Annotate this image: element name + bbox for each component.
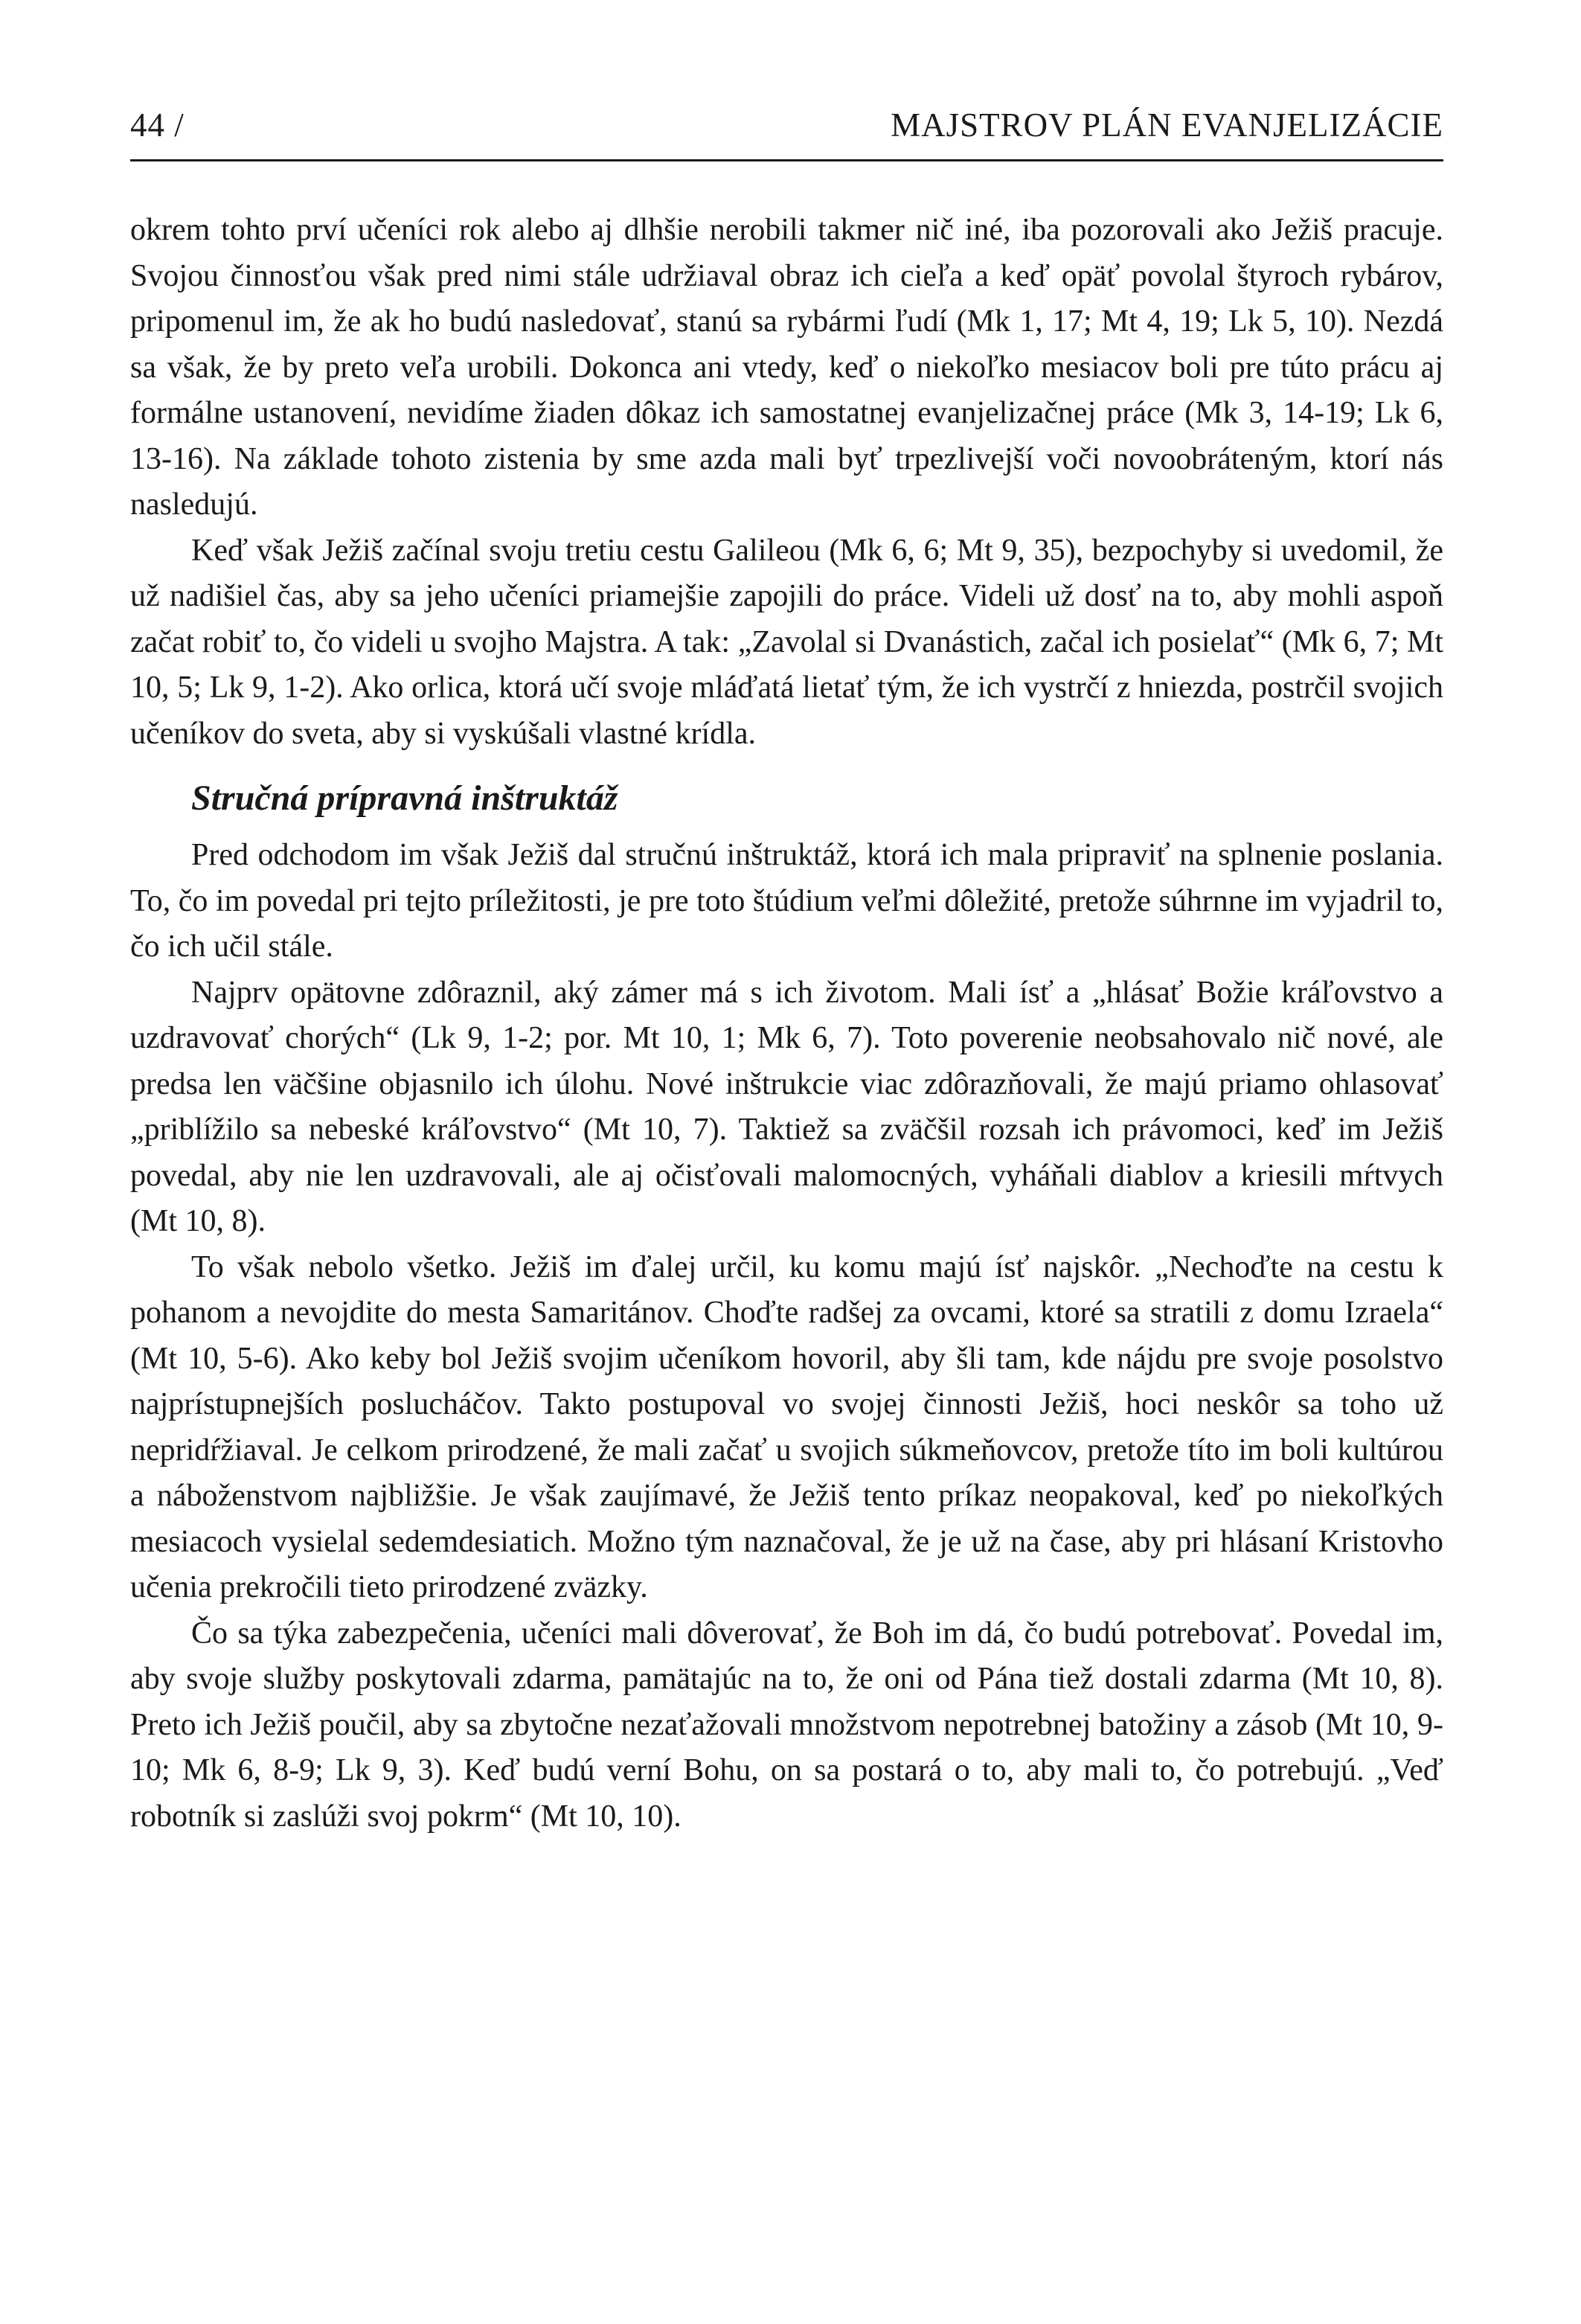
- paragraph: Pred odchodom im však Ježiš dal stručnú inštruktáž, ktorá ich mala pripraviť na splnenie poslania. To, čo im povedal pri tejto príležitosti, je pre toto štúdium veľmi dôležité, pretože súhrnne im vyjadril to, čo ich učil stále.: [130, 838, 1443, 964]
- paragraph: Najprv opätovne zdôraznil, aký zámer má s ich životom. Mali ísť a „hlásať Božie kráľovstvo a uzdravovať chorých“ (Lk 9, 1-2; por. Mt 10, 1; Mk 6, 7). Toto poverenie neobsahovalo nič nové, ale predsa len väčšine objasnilo ich úlohu. Nové inštrukcie viac zdôrazňovali, že majú priamo ohlasovať „priblížilo sa nebeské kráľovstvo“ (Mt 10, 7). Taktiež sa zväčšil rozsah ich právomoci, keď im Ježiš povedal, aby nie len uzdravovali, ale aj očisťovali malomocných, vyháňali diablov a kriesili mŕtvych (Mt 10, 8).: [130, 975, 1443, 1238]
- paragraph: Keď však Ježiš začínal svoju tretiu cestu Galileou (Mk 6, 6; Mt 9, 35), bezpochyby si uvedomil, že už nadišiel čas, aby sa jeho učeníci priamejšie zapojili do práce. Videli už dosť na to, aby mohli aspoň začat robiť to, čo videli u svojho Majstra. A tak: „Zavolal si Dvanástich, začal ich posielať“ (Mk 6, 7; Mt 10, 5; Lk 9, 1-2). Ako orlica, ktorá učí svoje mláďatá lietať tým, že ich vystrčí z hniezda, postrčil svojich učeníkov do sveta, aby si vyskúšali vlastné krídla.: [130, 533, 1443, 751]
- section-heading: Stručná prípravná inštruktáž: [191, 778, 618, 818]
- running-title: MAJSTROV PLÁN EVANJELIZÁCIE: [891, 106, 1443, 144]
- page-content: [130, 208, 1443, 1840]
- book-page: [130, 104, 1443, 1840]
- page-number: 44 /: [130, 106, 185, 144]
- paragraph: Čo sa týka zabezpečenia, učeníci mali dôverovať, že Boh im dá, čo budú potrebovať. Povedal im, aby svoje služby poskytovali zdarma, pamätajúc na to, že oni od Pána tiež dostali zdarma (Mt 10, 8). Preto ich Ježiš poučil, aby sa zbytočne nezaťažovali množstvom nepotrebnej batožiny a zásob (Mt 10, 9-10; Mk 6, 8-9; Lk 9, 3). Keď budú verní Bohu, on sa postará o to, aby mali to, čo potrebujú. „Veď robotník si zaslúži svoj pokrm“ (Mt 10, 10).: [130, 1616, 1443, 1834]
- paragraph: okrem tohto prví učeníci rok alebo aj dlhšie nerobili takmer nič iné, iba pozorovali ako Ježiš pracuje. Svojou činnosťou však pred nimi stále udržiaval obraz ich cieľa a keď opäť povolal štyroch rybárov, pripomenul im, že ak ho budú nasledovať, stanú sa rybármi ľudí (Mk 1, 17; Mt 4, 19; Lk 5, 10). Nezdá sa však, že by preto veľa urobili. Dokonca ani vtedy, keď o niekoľko mesiacov boli pre túto prácu aj formálne ustanovení, nevidíme žiaden dôkaz ich samostatnej evanjelizačnej práce (Mk 3, 14-19; Lk 6, 13-16). Na základe tohoto zistenia by sme azda mali byť trpezlivejší voči novoobráteným, ktorí nás nasledujú.: [130, 213, 1443, 522]
- running-header: [130, 104, 1443, 161]
- paragraph: To však nebolo všetko. Ježiš im ďalej určil, ku komu majú ísť najskôr. „Nechoďte na cestu k pohanom a nevojdite do mesta Samaritánov. Choďte radšej za ovcami, ktoré sa stratili z domu Izraela“ (Mt 10, 5-6). Ako keby bol Ježiš svojim učeníkom hovoril, aby šli tam, kde nájdu pre svoje posolstvo najprístupnejších poslucháčov. Takto postupoval vo svojej činnosti Ježiš, hoci neskôr sa toho už nepridŕžiaval. Je celkom prirodzené, že mali začať u svojich súkmeňovcov, pretože títo im boli kultúrou a náboženstvom najbližšie. Je však zaujímavé, že Ježiš tento príkaz neopakoval, keď po niekoľkých mesiacoch vysielal sedemdesiatich. Možno tým naznačoval, že je už na čase, aby pri hlásaní Kristovho učenia prekročili tieto prirodzené zväzky.: [130, 1249, 1443, 1604]
